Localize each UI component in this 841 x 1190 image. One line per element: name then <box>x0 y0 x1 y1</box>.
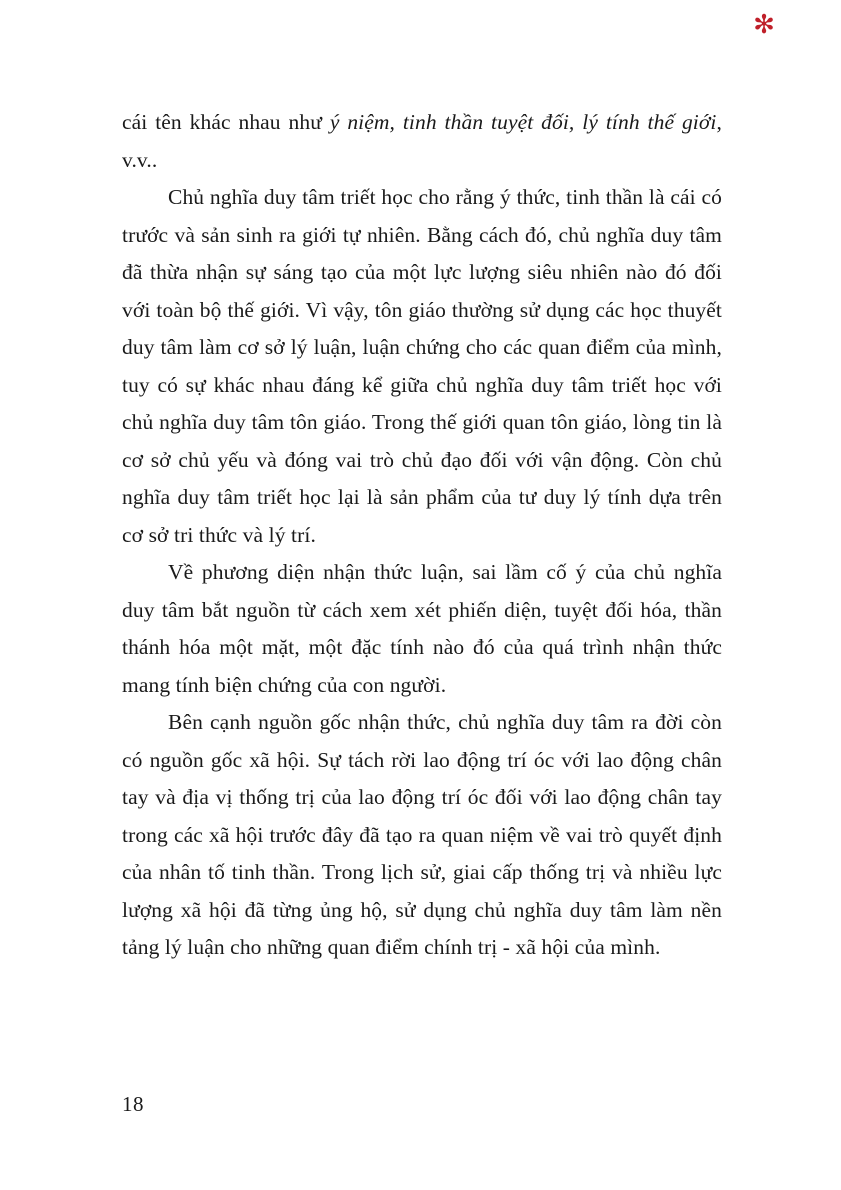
page-number: 18 <box>122 1092 144 1116</box>
text-run: Chủ nghĩa duy tâm triết học cho rằng ý thức, tinh thần là cái có trước và sản sinh ra giới tự nhiên. Bằng cách đó, chủ nghĩa duy tâm đã thừa nhận sự sáng tạo của một lực lượng siêu nhiên nào đó đối với toàn bộ thế giới. Vì vậy, tôn giáo thường sử dụng các học thuyết duy tâm làm cơ sở lý luận, luận chứng cho các quan điểm của mình, tuy có sự khác nhau đáng kể giữa chủ nghĩa duy tâm triết học với chủ nghĩa duy tâm tôn giáo. Trong thế giới quan tôn giáo, lòng tin là cơ sở chủ yếu và đóng vai trò chủ đạo đối với vận động. Còn chủ nghĩa duy tâm triết học lại là sản phẩm của tư duy lý tính dựa trên cơ sở tri thức và lý trí. <box>122 185 722 547</box>
paragraph <box>122 554 722 704</box>
text-run: Về phương diện nhận thức luận, sai lầm cố ý của chủ nghĩa duy tâm bắt nguồn từ cách xem xét phiến diện, tuyệt đối hóa, thần thánh hóa một mặt, một đặc tính nào đó của quá trình nhận thức mang tính biện chứng của con người. <box>122 560 722 697</box>
text-run: Bên cạnh nguồn gốc nhận thức, chủ nghĩa duy tâm ra đời còn có nguồn gốc xã hội. Sự tách rời lao động trí óc với lao động chân tay và địa vị thống trị của lao động trí óc đối với lao động chân tay trong các xã hội trước đây đã tạo ra quan niệm về vai trò quyết định của nhân tố tinh thần. Trong lịch sử, giai cấp thống trị và nhiều lực lượng xã hội đã từng ủng hộ, sử dụng chủ nghĩa duy tâm làm nền tảng lý luận cho những quan điểm chính trị - xã hội của mình. <box>122 710 722 959</box>
paragraph <box>122 179 722 554</box>
asterisk-flower-icon: ✻ <box>753 10 775 39</box>
paragraph <box>122 704 722 967</box>
text-run-italic: ý niệm, tinh thần tuyệt đối, lý tính thế giới <box>329 110 717 134</box>
page-body-text <box>122 104 722 967</box>
paragraph <box>122 104 722 179</box>
text-run: , v.v.. <box>122 110 722 172</box>
text-run: cái tên khác nhau như <box>122 110 330 134</box>
